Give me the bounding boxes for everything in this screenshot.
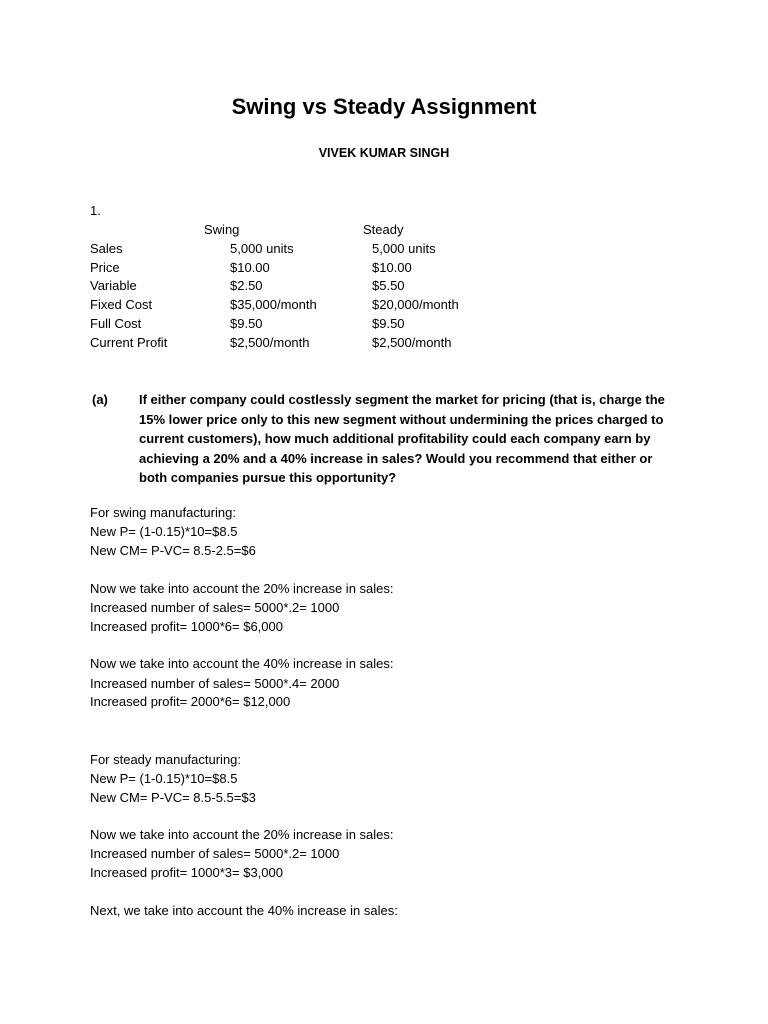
answer-line: Increased number of sales= 5000*.4= 2000: [90, 676, 340, 691]
table-row: [90, 240, 690, 259]
answer-line: For steady manufacturing:: [90, 752, 242, 767]
steady-value: $20,000/month: [372, 297, 459, 313]
question-a-text: If either company could costlessly segment the market for pricing (that is, charge the 15% lower price only to this new segment without undermining the prices charged to current customers), how much additional profitability could each company earn by achieving a 20% and a 40% increase in sales? Would you recommend that either or both companies pursue this opportunity?: [139, 392, 665, 486]
steady-value: $2,500/month: [372, 334, 452, 350]
steady-value: $9.50: [372, 315, 405, 331]
answer-line: Now we take into account the 20% increase in sales:: [90, 581, 394, 596]
table-header-row: [90, 221, 690, 240]
swing-value: $2,500/month: [230, 334, 310, 350]
swing-value: $2.50: [230, 278, 263, 294]
header-steady: Steady: [363, 222, 404, 237]
answer-line: Increased profit= 1000*6= $6,000: [90, 619, 283, 634]
swing-value: 5,000 units: [230, 240, 294, 256]
row-label: Variable: [90, 278, 137, 294]
document-title: Swing vs Steady Assignment: [231, 94, 537, 119]
table-row: [90, 334, 690, 353]
table-row: [90, 296, 690, 315]
row-label: Current Profit: [90, 334, 168, 350]
table-row: [90, 277, 690, 296]
swing-value: $9.50: [230, 315, 263, 331]
answer-line: Now we take into account the 20% increase in sales:: [90, 827, 394, 842]
row-label: Fixed Cost: [90, 297, 153, 313]
table-row: [90, 315, 690, 334]
answer-line: Increased number of sales= 5000*.2= 1000: [90, 600, 340, 615]
answer-line: Increased profit= 2000*6= $12,000: [90, 694, 291, 709]
question-a: [92, 390, 692, 488]
answer-line: For swing manufacturing:: [90, 505, 236, 520]
author-name: VIVEK KUMAR SINGH: [318, 146, 450, 160]
steady-value: $5.50: [372, 278, 405, 294]
row-label: Price: [90, 259, 120, 275]
answer-line: Increased profit= 1000*3= $3,000: [90, 865, 283, 880]
comparison-table: [90, 221, 690, 353]
row-label: Sales: [90, 240, 123, 256]
answer-line: New CM= P-VC= 8.5-2.5=$6: [90, 543, 256, 558]
question-a-label: (a): [92, 392, 108, 407]
question-number: 1.: [90, 203, 101, 218]
answer-line: Next, we take into account the 40% increase in sales:: [90, 903, 398, 918]
answer-line: Now we take into account the 40% increase in sales:: [90, 656, 394, 671]
answer-line: Increased number of sales= 5000*.2= 1000: [90, 846, 340, 861]
answer-line: New P= (1-0.15)*10=$8.5: [90, 524, 238, 539]
answer-line: New CM= P-VC= 8.5-5.5=$3: [90, 790, 256, 805]
header-swing: Swing: [204, 222, 240, 237]
swing-value: $35,000/month: [230, 297, 317, 313]
answer-line: New P= (1-0.15)*10=$8.5: [90, 771, 238, 786]
row-label: Full Cost: [90, 315, 142, 331]
swing-value: $10.00: [230, 259, 270, 275]
steady-value: 5,000 units: [372, 240, 436, 256]
steady-value: $10.00: [372, 259, 412, 275]
table-row: [90, 259, 690, 278]
